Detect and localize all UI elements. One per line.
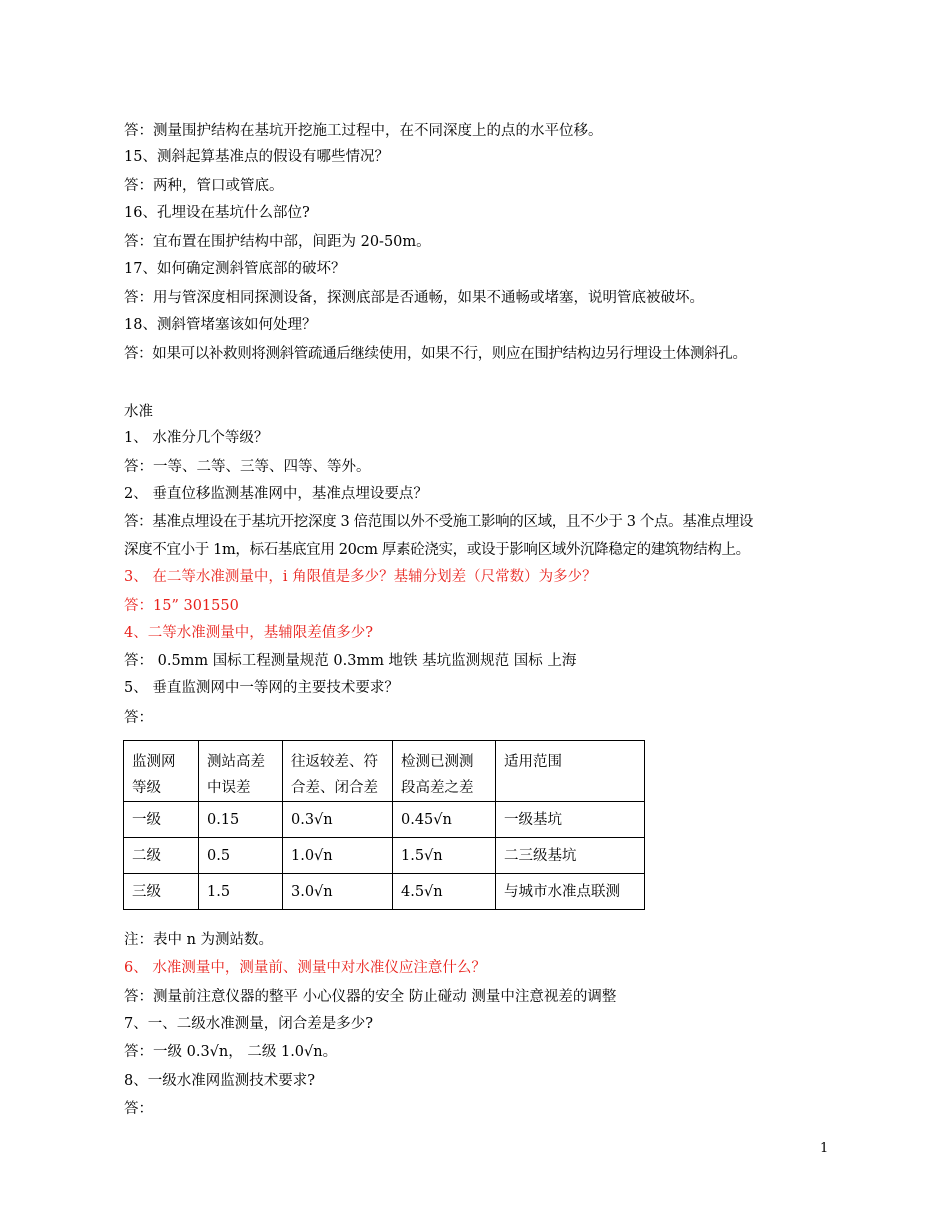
question-15: 15、测斜起算基准点的假设有哪些情况？ [124, 149, 389, 165]
table-cell: 1.0√n [283, 838, 393, 874]
answer-5: 答： [124, 710, 153, 726]
table-cell: 1.5√n [393, 838, 496, 874]
header-cell: 检测已测测 段高差之差 [393, 741, 496, 802]
table-row [124, 802, 645, 838]
table-row [124, 874, 645, 910]
table-cell: 与城市水准点联测 [496, 874, 645, 910]
table-cell: 1.5 [199, 874, 283, 910]
table-cell: 0.3√n [283, 802, 393, 838]
question-16: 16、孔埋设在基坑什么部位? [124, 205, 310, 221]
table-cell: 二三级基坑 [496, 838, 645, 874]
answer-2-line-2: 深度不宜小于 1m，标石基底宜用 20cm 厚素砼浇实，或设于影响区域外沉降稳定的建筑物结构上。 [124, 542, 750, 558]
question-7: 7、一、二级水准测量，闭合差是多少? [124, 1016, 373, 1032]
page-number: 1 [820, 1141, 829, 1156]
table-cell: 0.15 [199, 802, 283, 838]
question-6: 6、 水准测量中，测量前、测量中对水准仪应注意什么？ [124, 960, 486, 976]
table-note: 注：表中 n 为测站数。 [124, 932, 274, 948]
table-cell: 一级基坑 [496, 802, 645, 838]
section-heading: 水准 [124, 404, 153, 420]
answer-14: 答：测量围护结构在基坑开挖施工过程中，在不同深度上的点的水平位移。 [124, 123, 603, 139]
header-cell: 测站高差 中误差 [199, 741, 283, 802]
table-cell: 二级 [124, 838, 199, 874]
table-cell: 0.45√n [393, 802, 496, 838]
question-2: 2、 垂直位移监测基准网中，基准点埋设要点？ [124, 486, 428, 502]
answer-7: 答：一级 0.3√n， 二级 1.0√n。 [124, 1044, 338, 1060]
table-cell: 4.5√n [393, 874, 496, 910]
answer-6: 答：测量前注意仪器的整平 小心仪器的安全 防止碰动 测量中注意视差的调整 [124, 989, 617, 1005]
answer-2-line-1: 答：基准点埋设在于基坑开挖深度 3 倍范围以外不受施工影响的区域，且不少于 3 个点。基准点埋设 [124, 514, 754, 530]
table-cell: 一级 [124, 802, 199, 838]
answer-17: 答：用与管深度相同探测设备，探测底部是否通畅，如果不通畅或堵塞，说明管底被破坏。 [124, 290, 704, 306]
answer-16: 答：宜布置在围护结构中部，间距为 20-50m。 [124, 234, 431, 250]
question-18: 18、测斜管堵塞该如何处理？ [124, 317, 317, 333]
question-8: 8、一级水准网监测技术要求? [124, 1073, 315, 1089]
answer-8: 答： [124, 1101, 153, 1117]
header-cell: 适用范围 [496, 741, 645, 802]
header-cell: 往返较差、符 合差、闭合差 [283, 741, 393, 802]
spec-table [123, 740, 645, 910]
answer-1: 答：一等、二等、三等、四等、等外。 [124, 459, 371, 475]
header-cell: 监测网 等级 [124, 741, 199, 802]
question-5: 5、 垂直监测网中一等网的主要技术要求？ [124, 680, 399, 696]
question-4: 4、二等水准测量中，基辅限差值多少? [124, 625, 373, 641]
question-3: 3、 在二等水准测量中，i 角限值是多少？基辅分划差（尺常数）为多少？ [124, 569, 597, 585]
question-17: 17、如何确定测斜管底部的破坏？ [124, 261, 346, 277]
table-cell: 0.5 [199, 838, 283, 874]
answer-15: 答：两种，管口或管底。 [124, 178, 284, 194]
table-cell: 3.0√n [283, 874, 393, 910]
answer-4: 答： 0.5mm 国标工程测量规范 0.3mm 地铁 基坑监测规范 国标 上海 [124, 653, 577, 669]
question-1: 1、 水准分几个等级？ [124, 430, 269, 446]
table-row [124, 838, 645, 874]
answer-3: 答：15” 301550 [124, 598, 239, 614]
answer-18: 答：如果可以补救则将测斜管疏通后继续使用，如果不行，则应在围护结构边另行埋设土体测斜孔。 [124, 346, 747, 362]
table-cell: 三级 [124, 874, 199, 910]
table-header-row [124, 741, 645, 802]
